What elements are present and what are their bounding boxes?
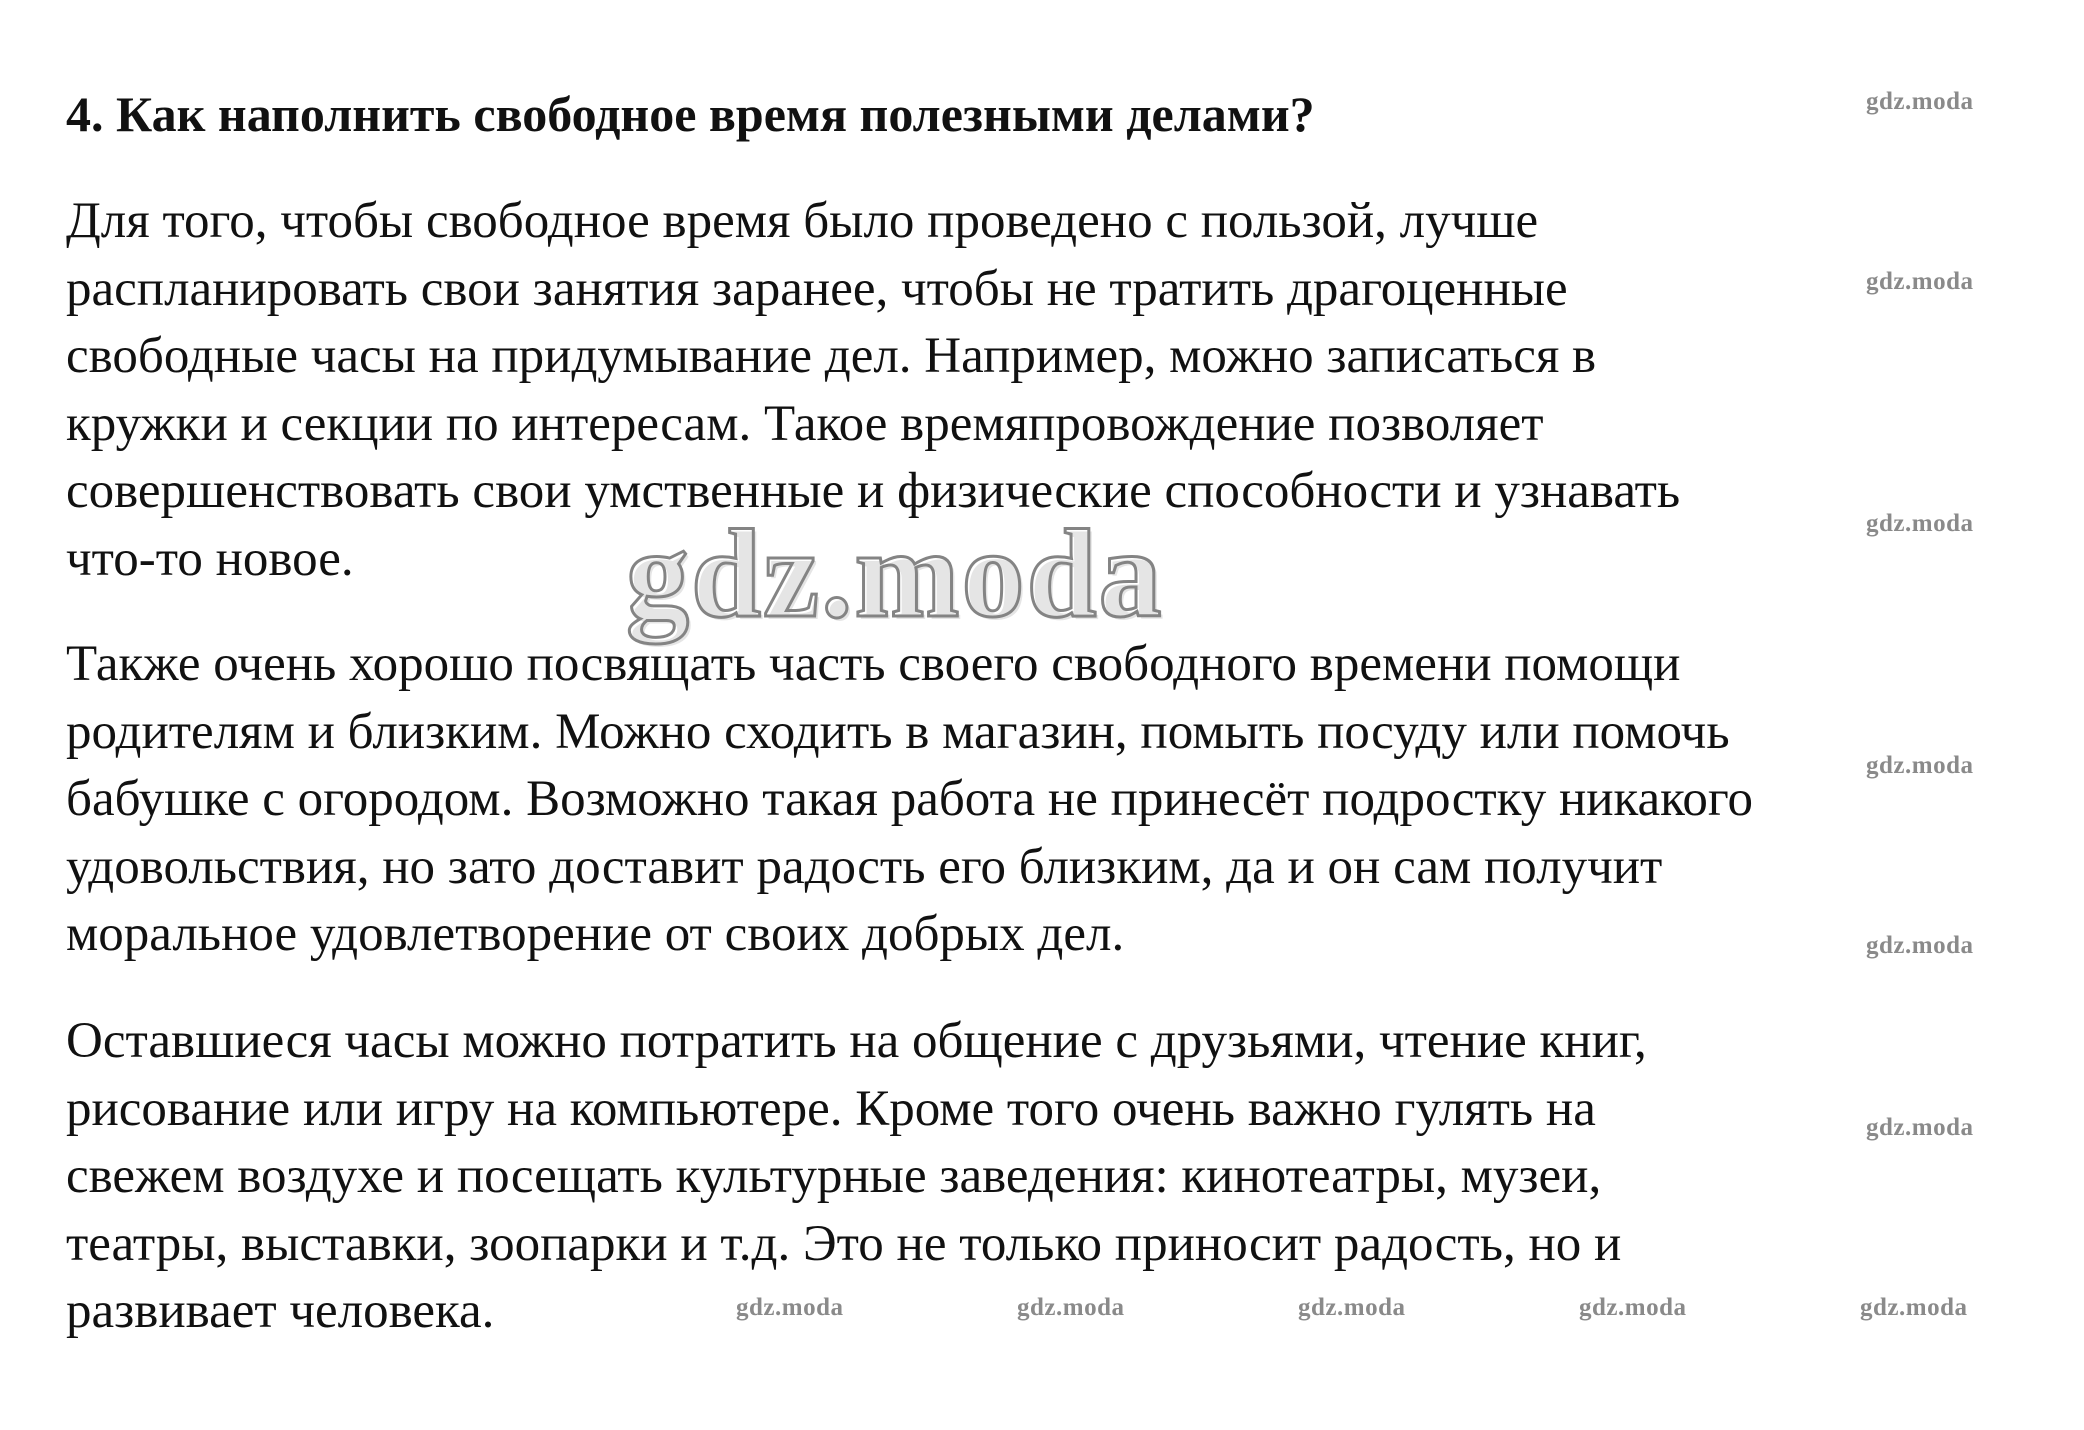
paragraph-line: что-то новое. <box>66 530 354 587</box>
paragraph-line: удовольствия, но зато доставит радость его близким, да и он сам получит <box>66 838 1663 895</box>
watermark-small: gdz.moda <box>1866 1114 1974 1141</box>
paragraph-line: родителям и близким. Можно сходить в магазин, помыть посуду или помочь <box>66 703 1730 760</box>
watermark-small: gdz.moda <box>1298 1294 1406 1321</box>
paragraph-line: Оставшиеся часы можно потратить на общение с друзьями, чтение книг, <box>66 1013 1647 1069</box>
paragraph-line: Для того, чтобы свободное время было проведено с пользой, лучше <box>66 193 1539 249</box>
paragraph-line: свежем воздухе и посещать культурные заведения: кинотеатры, музеи, <box>66 1148 1602 1204</box>
paragraph-line: театры, выставки, зоопарки и т.д. Это не только приносит радость, но и <box>66 1215 1622 1272</box>
watermark-small: gdz.moda <box>1866 932 1974 959</box>
watermark-small: gdz.moda <box>1579 1294 1687 1321</box>
watermark-small: gdz.moda <box>1866 88 1974 115</box>
watermark-small: gdz.moda <box>736 1294 844 1321</box>
watermark-small: gdz.moda <box>1866 510 1974 537</box>
watermark-large: gdz.moda <box>626 505 1164 644</box>
watermark-small: gdz.moda <box>1017 1294 1125 1321</box>
paragraph-line: бабушке с огородом. Возможно такая работа не принесёт подростку никакого <box>66 771 1754 827</box>
paragraph-line: распланировать свои занятия заранее, чтобы не тратить драгоценные <box>66 260 1568 317</box>
paragraph-line: моральное удовлетворение от своих добрых дел. <box>66 906 1125 962</box>
answer-paragraph-2 <box>66 631 1753 969</box>
watermark-small: gdz.moda <box>1866 752 1974 779</box>
paragraph-line: кружки и секции по интересам. Такое времяпровождение позволяет <box>66 395 1544 452</box>
paragraph-line: совершенствовать свои умственные и физические способности и узнавать <box>66 463 1681 519</box>
watermark-small: gdz.moda <box>1866 268 1974 295</box>
paragraph-line: рисование или игру на компьютере. Кроме того очень важно гулять на <box>66 1080 1596 1137</box>
paragraph-line: Также очень хорошо посвящать часть своего свободного времени помощи <box>66 636 1681 692</box>
watermark-small: gdz.moda <box>1860 1294 1968 1321</box>
question-heading: 4. Как наполнить свободное время полезными делами? <box>66 86 1315 142</box>
paragraph-line: свободные часы на придумывание дел. Например, можно записаться в <box>66 328 1597 384</box>
answer-paragraph-3 <box>66 1008 1647 1346</box>
paragraph-line: развивает человека. <box>66 1283 495 1339</box>
